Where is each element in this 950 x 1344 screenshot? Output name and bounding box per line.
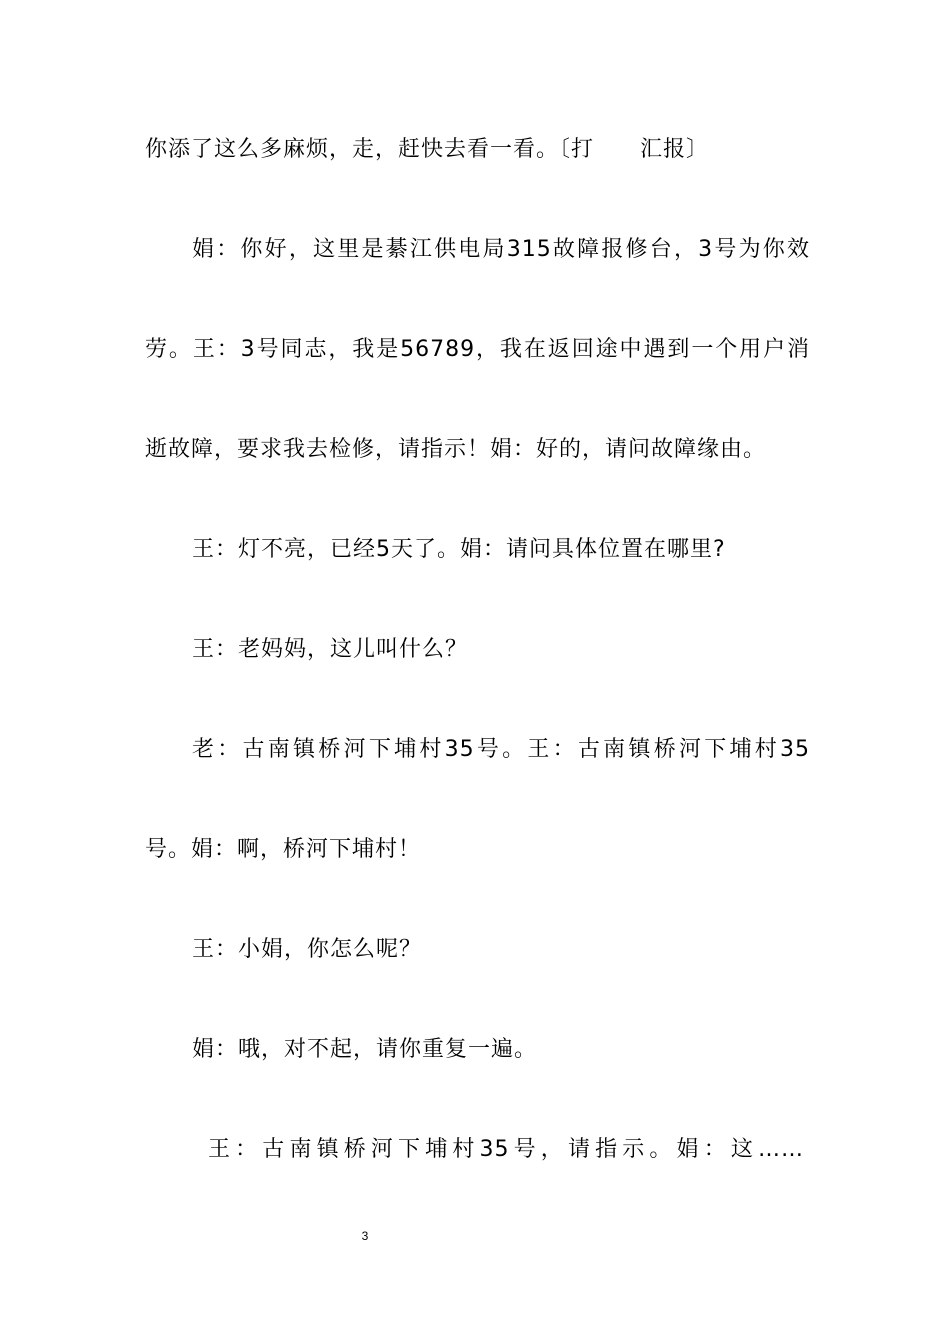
text-line-3: 劳。王：3号同志，我是56789，我在返回途中遇到一个用户消 (145, 337, 810, 362)
text-line-6: 王：老妈妈，这儿叫什么？ (192, 637, 469, 662)
text-line-11: 王：古南镇桥河下埔村35号，请指示。娟：这…… (208, 1137, 804, 1162)
text-line-8: 号。娟：啊，桥河下埔村！ (145, 837, 422, 862)
text-line-9: 王：小娟，你怎么呢？ (192, 937, 423, 962)
text-line-7: 老：古南镇桥河下埔村35号。王：古南镇桥河下埔村35 (192, 737, 810, 762)
text-line-4: 逝故障，要求我去检修，请指示！娟：好的，请问故障缘由。 (145, 437, 767, 462)
page-number: 3 (361, 1229, 369, 1243)
text-line-1: 你添了这么多麻烦，走，赶快去看一看。〔打 汇报〕 (145, 137, 710, 162)
text-line-2: 娟：你好，这里是綦江供电局315故障报修台，3号为你效 (192, 237, 810, 262)
text-line-5: 王：灯不亮，已经5天了。娟：请问具体位置在哪里? (192, 537, 726, 562)
text-line-10: 娟：哦，对不起，请你重复一遍。 (192, 1037, 538, 1062)
